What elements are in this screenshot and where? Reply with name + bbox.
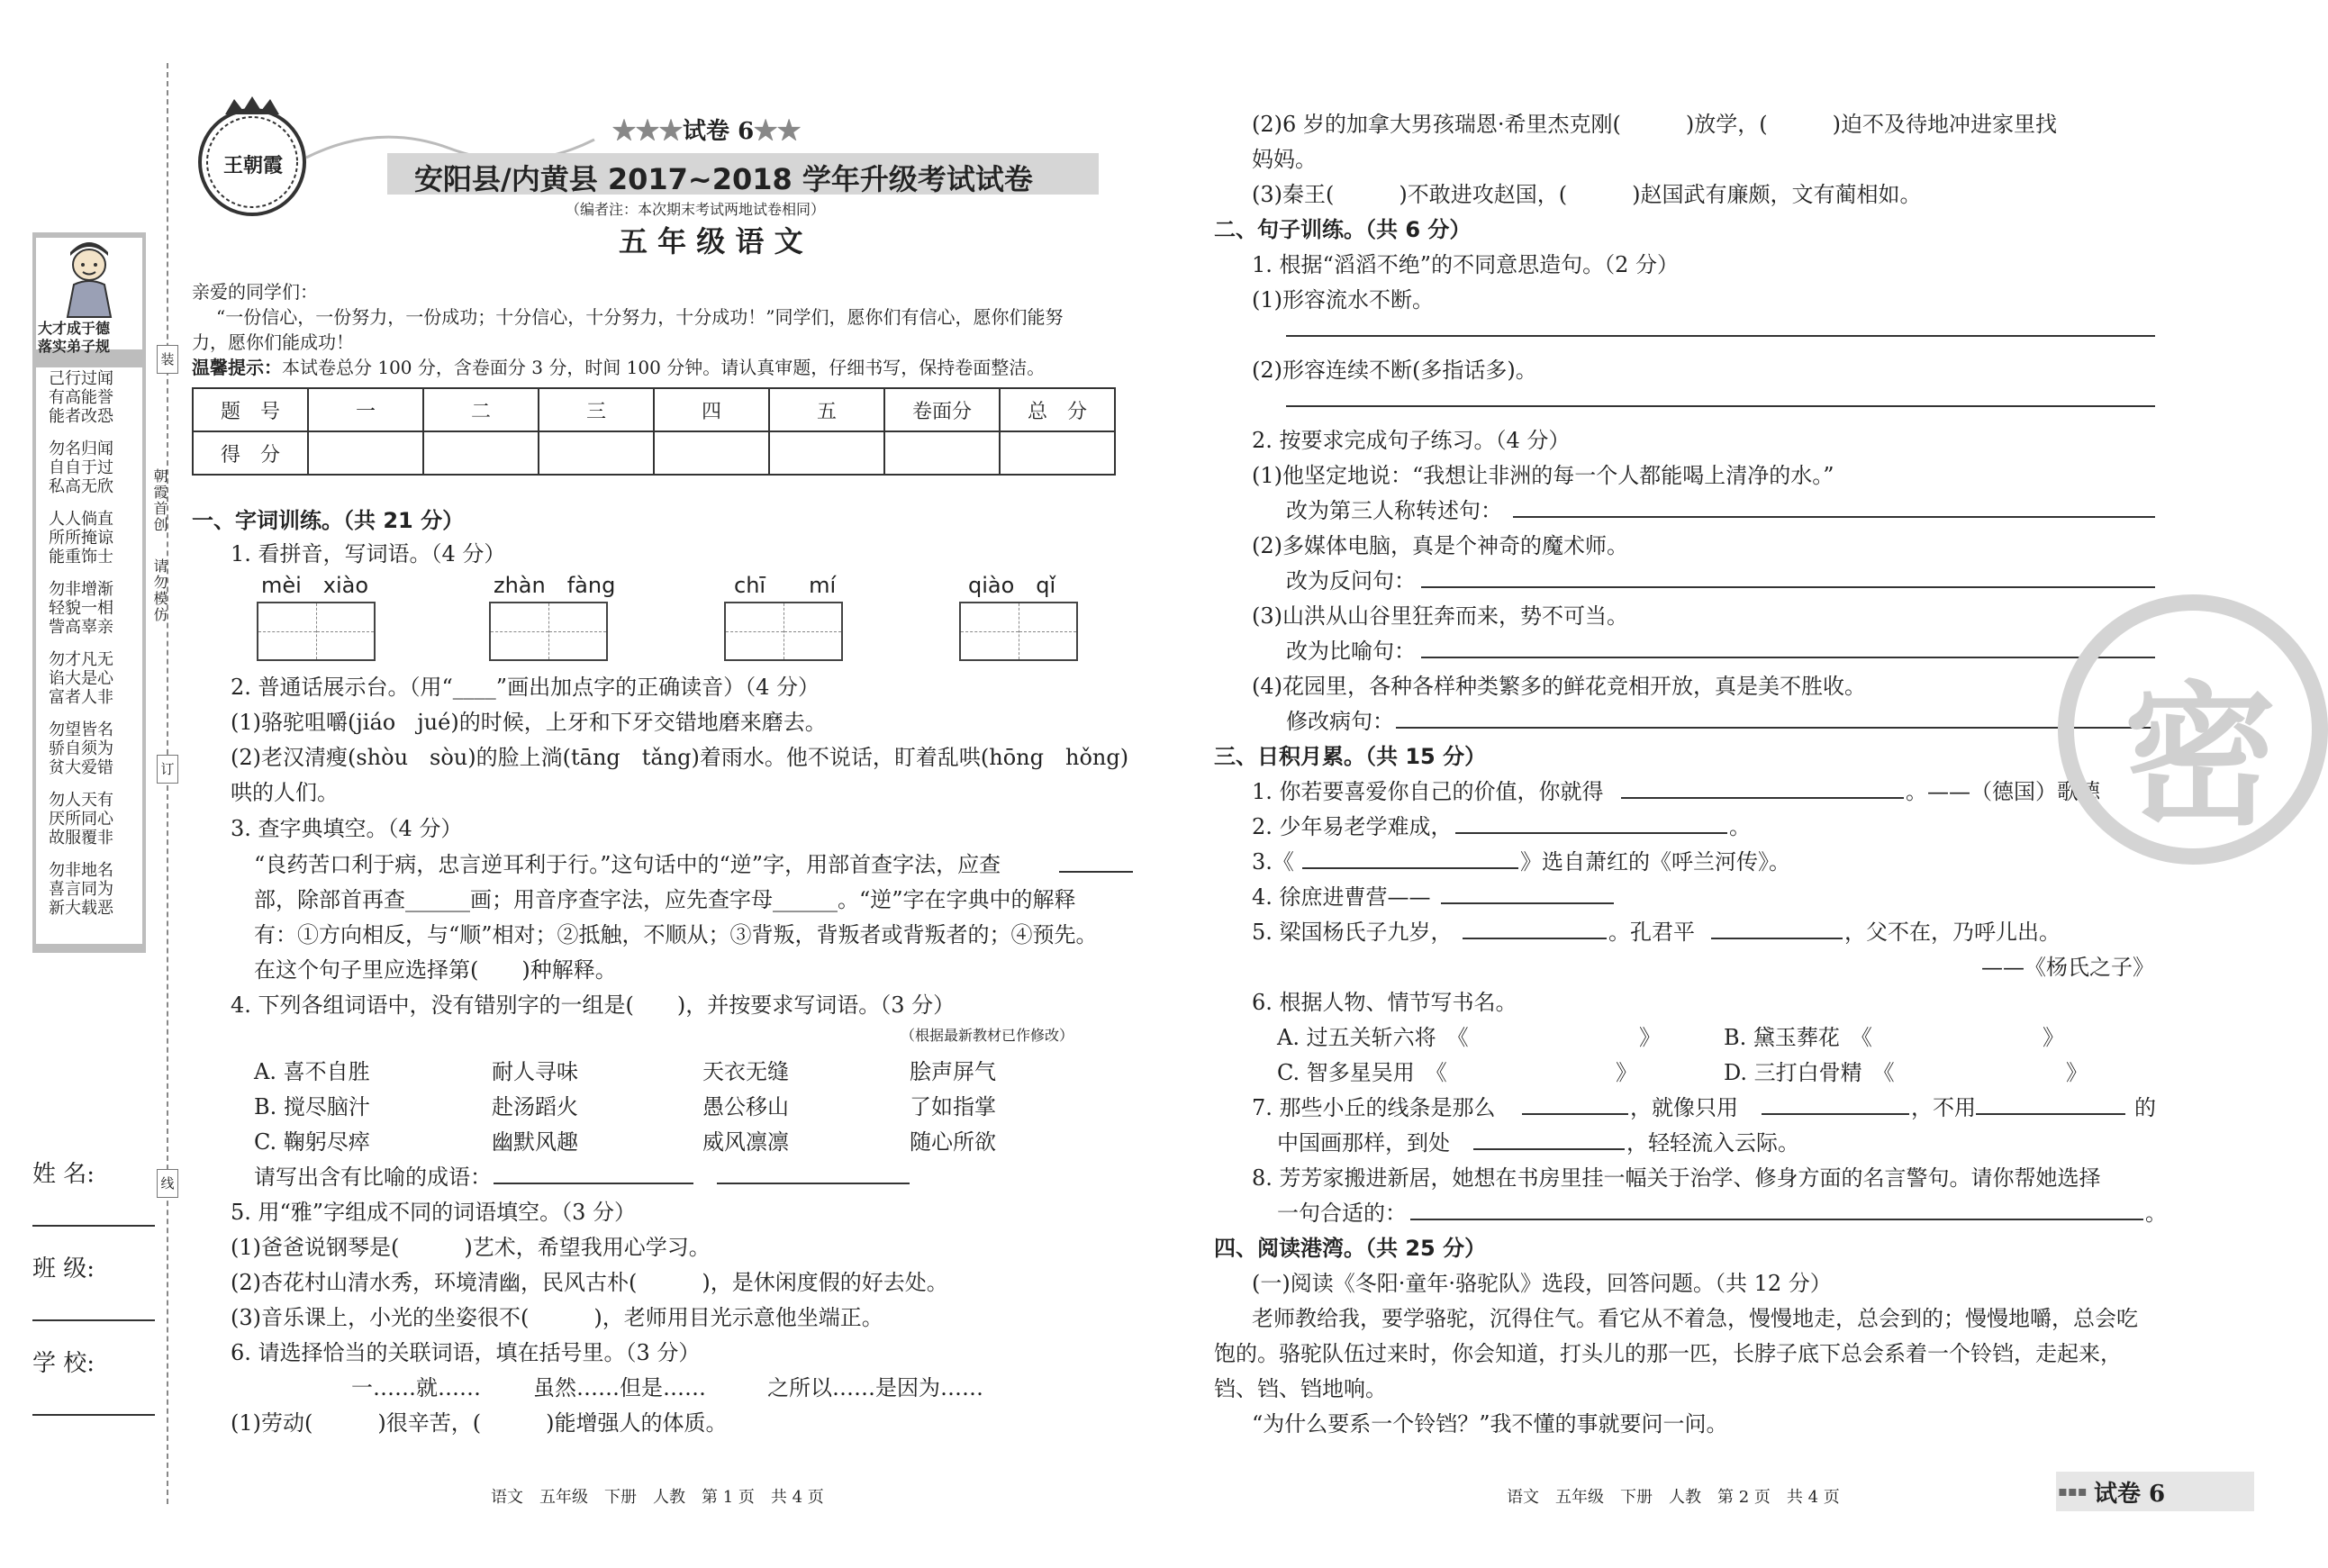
- sec3-q4: 4. 徐庶进曹营——: [1252, 884, 1431, 910]
- q6-2a: (2)6 岁的加拿大男孩瑞恩·希里杰克刚( )放学，( )迫不及待地冲进家里找: [1252, 112, 2057, 137]
- name-label: 姓 名:: [32, 1161, 95, 1188]
- sec2-q1: 1. 根据“滔滔不绝”的不同意思造句。（2 分）: [1252, 252, 1679, 277]
- motto-group-5: [49, 650, 113, 707]
- answer-blank[interactable]: [1473, 1148, 1625, 1150]
- sec1-q4-note: （根据最新教材已作修改）: [901, 1027, 1074, 1044]
- motto-line: 富者人非: [49, 688, 113, 707]
- paper-badge: ★★★试卷 6★★: [612, 118, 802, 145]
- sec1-q6-1: (1)劳动( )很辛苦，( )能增强人的体质。: [231, 1410, 728, 1436]
- score-cell[interactable]: [423, 431, 539, 475]
- name-field[interactable]: [32, 1225, 155, 1227]
- sec1-q5-1: (1)爸爸说钢琴是( )艺术，希望我用心学习。: [231, 1235, 711, 1260]
- book-close: 》: [2066, 1060, 2088, 1085]
- q4-word: 愚公移山: [702, 1094, 789, 1119]
- motto-line: 勿人天有: [49, 791, 113, 810]
- score-header-cell: 一: [308, 388, 423, 431]
- paper-badge-text: 试卷 6: [683, 118, 755, 145]
- answer-blank[interactable]: [1463, 938, 1607, 939]
- answer-blank[interactable]: [1522, 1113, 1628, 1115]
- book-close: 》: [1639, 1025, 1661, 1050]
- sec2-q2-4: (4)花园里，各种各样种类繁多的鲜花竞相开放，真是美不胜收。: [1252, 674, 1866, 699]
- score-cell[interactable]: [769, 431, 884, 475]
- score-row-label: 得 分: [193, 431, 308, 475]
- sec1-q5: 5. 用“雅”字组成不同的词语填空。（3 分）: [231, 1200, 636, 1225]
- sec3-q5b: 。孔君平: [1608, 920, 1695, 945]
- sec3-q7d: 的: [2134, 1095, 2156, 1120]
- logo-badge: [189, 95, 315, 221]
- answer-blank[interactable]: [1976, 1113, 2125, 1115]
- motto-group-1: [49, 369, 113, 426]
- sec3-q1a: 1. 你若要喜爱你自己的价值，你就得: [1252, 779, 1604, 804]
- motto-strip: [32, 232, 146, 953]
- watermark-seal: [2058, 594, 2328, 865]
- passage-line-3: 铛、铛、铛地响。: [1214, 1376, 1387, 1401]
- sec1-q1: 1. 看拼音，写词语。（4 分）: [231, 541, 506, 566]
- passage-line-4: “为什么要系一个铃铛？”我不懂的事就要问一问。: [1252, 1411, 1728, 1437]
- sec3-q5a: 5. 梁国杨氏子九岁，: [1252, 920, 1453, 945]
- sec1-q2-1: (1)骆驼咀嚼(jiáo jué)的时候，上牙和下牙交错地磨来磨去。: [231, 710, 827, 735]
- motto-line: 谄大是心: [49, 669, 113, 688]
- motto-line: 勿名归闻: [49, 440, 113, 458]
- score-cell[interactable]: [654, 431, 769, 475]
- motto-line: 訾高辜亲: [49, 618, 113, 637]
- sec1-q6: 6. 请选择恰当的关联词语，填在括号里。（3 分）: [231, 1340, 701, 1365]
- tip-text: 本试卷总分 100 分，含卷面分 3 分，时间 100 分钟。请认真审题，仔细书写，保持卷面整洁。: [282, 357, 1046, 378]
- sec4-part1: (一)阅读《冬阳·童年·骆驼队》选段，回答问题。（共 12 分）: [1252, 1271, 1832, 1296]
- pinyin-4: qiào qǐ: [968, 573, 1056, 598]
- motto-line: 贫大爱错: [49, 758, 113, 777]
- motto-line: 勿非增渐: [49, 580, 113, 599]
- binding-mark-3: 线: [157, 1169, 178, 1198]
- sec3-q7a: 7. 那些小丘的线条是那么: [1252, 1095, 1496, 1120]
- motto-group-3: [49, 510, 113, 566]
- tianzige-box[interactable]: [489, 602, 608, 661]
- passage-line-2: 饱的。骆驼队伍过来时，你会知道，打头儿的那一匹，长脖子底下总会系着一个铃铛，走起来，: [1214, 1341, 2122, 1366]
- sec1-q3-2: 部，除部首再查______画；用音序查字法，应先查字母______。“逆”字在字典中的解释: [254, 887, 1076, 912]
- answer-line[interactable]: [1286, 335, 2155, 337]
- score-header-row: [193, 388, 1115, 431]
- answer-blank[interactable]: [1302, 867, 1518, 869]
- sec2-q2-3: (3)山洪从山谷里狂奔而来，势不可当。: [1252, 603, 1628, 629]
- motto-list: [36, 367, 142, 944]
- sec3-q6-b: B. 黛玉葬花 《: [1724, 1025, 1872, 1050]
- motto-line: 能者改恐: [49, 407, 113, 426]
- motto-line: 人人倘直: [49, 510, 113, 529]
- footer-badge-dots: ▪▪▪: [2058, 1482, 2088, 1500]
- answer-line[interactable]: [1396, 727, 2155, 729]
- intro-line-2: 力，愿你们能成功！: [192, 331, 354, 353]
- sec3-q8b: 一句合适的：: [1277, 1201, 1407, 1226]
- sec1-q2: 2. 普通话展示台。（用“____”画出加点字的正确读音）（4 分）: [231, 675, 820, 700]
- sec1-q4-ask: 请写出含有比喻的成语：: [254, 1165, 492, 1190]
- tip-line: [192, 353, 1045, 379]
- school-label: 学 校:: [32, 1350, 95, 1377]
- sec3-q6: 6. 根据人物、情节写书名。: [1252, 990, 1517, 1015]
- score-value-row: [193, 431, 1115, 475]
- q4-word: 威风凛凛: [702, 1129, 789, 1155]
- sec2-q2-4b: 修改病句：: [1286, 709, 1394, 734]
- class-label: 班 级:: [32, 1255, 95, 1282]
- sec2-q1-1: (1)形容流水不断。: [1252, 287, 1434, 313]
- q4-word: A. 喜不自胜: [254, 1059, 370, 1084]
- sec2-q2-1: (1)他坚定地说：“我想让非洲的每一个人都能喝上清净的水。”: [1252, 463, 1834, 488]
- notice-1: 朝霞首创: [151, 468, 168, 533]
- motto-line: 私高无欣: [49, 477, 113, 496]
- sec1-q2-3: 哄的人们。: [231, 780, 339, 805]
- sec1-title: 一、字词训练。（共 21 分）: [192, 508, 465, 533]
- motto-banner-1: 大才成于德: [38, 320, 111, 337]
- editor-note: （编者注：本次期末考试两地试卷相同）: [566, 201, 826, 218]
- school-field[interactable]: [32, 1414, 155, 1416]
- sec1-q3-3: 有：①方向相反，与“顺”相对；②抵触，不顺从；③背叛，背叛者或背叛者的；④预先。: [254, 922, 1098, 947]
- answer-line[interactable]: [1286, 405, 2155, 407]
- q6-option-2: 虽然……但是……: [533, 1375, 706, 1400]
- exam-title: 安阳县/内黄县 2017~2018 学年升级考试试卷: [414, 162, 1033, 196]
- sec1-q5-2: (2)杏花村山清水秀，环境清幽，民风古朴( )，是休闲度假的好去处。: [231, 1270, 948, 1295]
- sec3-title: 三、日积月累。（共 15 分）: [1214, 744, 1487, 769]
- pinyin-3: chī mí: [734, 573, 837, 598]
- sec3-q3a: 3.《: [1252, 849, 1294, 875]
- answer-blank[interactable]: [1059, 871, 1133, 873]
- score-header-cell: 五: [769, 388, 884, 431]
- answer-line[interactable]: [1421, 586, 2155, 588]
- greeting: 亲爱的同学们：: [192, 281, 318, 303]
- sec3-q6-c: C. 智多星吴用 《: [1277, 1060, 1447, 1085]
- class-field[interactable]: [32, 1319, 155, 1321]
- q6-2b: 妈妈。: [1252, 147, 1317, 172]
- footer-badge: 试卷 6: [2094, 1481, 2166, 1508]
- q4-word: 随心所欲: [910, 1129, 996, 1155]
- pinyin-1: mèi xiào: [261, 573, 369, 598]
- score-cell[interactable]: [1000, 431, 1115, 475]
- answer-blank[interactable]: [1621, 797, 1904, 799]
- tianzige-box[interactable]: [959, 602, 1078, 661]
- score-header-cell: 卷面分: [884, 388, 1000, 431]
- sec3-q5-source: ——《杨氏之子》: [1981, 955, 2154, 980]
- q4-word: 脍声屏气: [910, 1059, 996, 1084]
- answer-blank[interactable]: [1441, 902, 1614, 904]
- score-header-cell: 四: [654, 388, 769, 431]
- answer-blank[interactable]: [717, 1183, 910, 1184]
- motto-line: 新大载恶: [49, 899, 113, 918]
- sec3-q6-d: D. 三打白骨精 《: [1724, 1060, 1895, 1085]
- q6-3: (3)秦王( )不敢进攻赵国，( )赵国武有廉颇，文有蔺相如。: [1252, 182, 1922, 207]
- sec3-q8a: 8. 芳芳家搬进新居，她想在书房里挂一幅关于治学、修身方面的名言警句。请你帮她选择: [1252, 1165, 2101, 1191]
- q4-word: B. 搅尽脑汁: [254, 1094, 370, 1119]
- sec3-q2a: 2. 少年易老学难成，: [1252, 814, 1453, 839]
- q6-option-1: 一……就……: [351, 1375, 481, 1400]
- binding-line: [167, 63, 168, 1504]
- book-close: 》: [1616, 1060, 1637, 1085]
- sec2-q2: 2. 按要求完成句子练习。（4 分）: [1252, 428, 1571, 453]
- score-cell[interactable]: [308, 431, 423, 475]
- score-header-cell: 二: [423, 388, 539, 431]
- sec3-q3b: 》选自萧红的《呼兰河传》。: [1520, 849, 1790, 875]
- score-header-cell: 三: [539, 388, 654, 431]
- cartoon-panel: [36, 238, 142, 355]
- sec1-q2-2: (2)老汉清瘦(shòu sòu)的脸上淌(tāng tǎng)着雨水。他不说话，盯着乱哄(hōng hǒng): [231, 745, 1129, 770]
- motto-line: 厌所同心: [49, 810, 113, 829]
- sec4-title: 四、阅读港湾。（共 25 分）: [1214, 1236, 1487, 1261]
- pinyin-2: zhàn fàng: [494, 573, 616, 598]
- score-header-cell: 总 分: [1000, 388, 1115, 431]
- motto-group-6: [49, 721, 113, 777]
- motto-line: 骄自须为: [49, 739, 113, 758]
- motto-line: 故服覆非: [49, 829, 113, 847]
- q4-word: 赴汤蹈火: [492, 1094, 578, 1119]
- score-cell[interactable]: [539, 431, 654, 475]
- motto-line: 所所掩谅: [49, 529, 113, 548]
- logo-text: 王朝霞: [223, 154, 284, 177]
- q4-word: C. 鞠躬尽瘁: [254, 1129, 370, 1155]
- sec3-q7e: 中国画那样，到处: [1277, 1130, 1450, 1156]
- motto-group-4: [49, 580, 113, 637]
- sec1-q3-1: “良药苦口利于病，忠言逆耳利于行。”这句话中的“逆”字，用部首查字法，应查: [254, 852, 1001, 877]
- tip-label: 温馨提示：: [192, 357, 282, 378]
- sec3-q8c: 。: [2145, 1201, 2167, 1226]
- score-table: [192, 387, 1116, 476]
- motto-line: 轻貌一相: [49, 599, 113, 618]
- book-close: 》: [2043, 1025, 2064, 1050]
- binding-mark-1: 装: [157, 345, 178, 374]
- sec3-q6-a: A. 过五关斩六将 《: [1277, 1025, 1469, 1050]
- sec3-q7b: ，就像只用: [1630, 1095, 1738, 1120]
- motto-line: 能重饰士: [49, 548, 113, 566]
- motto-line: 勿才凡无: [49, 650, 113, 669]
- sec1-q3-4: 在这个句子里应选择第( )种解释。: [254, 957, 617, 983]
- q4-word: 天衣无缝: [702, 1059, 789, 1084]
- tianzige-box[interactable]: [257, 602, 376, 661]
- motto-line: 勿望皆名: [49, 721, 113, 739]
- scholar-figure-icon: [36, 238, 142, 319]
- q4-word: 幽默风趣: [492, 1129, 578, 1155]
- sec3-q1b: 。——（德国）歌德: [1906, 779, 2100, 804]
- binding-mark-2: 订: [157, 755, 178, 784]
- score-cell[interactable]: [884, 431, 1000, 475]
- intro-line-1: “一份信心，一份努力，一份成功；十分信心，十分努力，十分成功！”同学们，愿你们有信心，愿你们能努: [216, 306, 1064, 328]
- motto-line: 己行过闻: [49, 369, 113, 388]
- tianzige-box[interactable]: [724, 602, 843, 661]
- answer-blank[interactable]: [1455, 832, 1727, 834]
- passage-line-1: 老师教给我，要学骆驼，沉得住气。看它从不着急，慢慢地走，总会到的；慢慢地嚼，总会吃: [1252, 1306, 2138, 1331]
- watermark-text: 密: [2124, 666, 2278, 847]
- q6-option-3: 之所以……是因为……: [767, 1375, 983, 1400]
- sec1-q3: 3. 查字典填空。（4 分）: [231, 816, 463, 841]
- score-header-cell: 题 号: [193, 388, 308, 431]
- motto-banner-2: 落实弟子规: [38, 338, 111, 355]
- q4-word: 耐人寻味: [492, 1059, 578, 1084]
- sec2-q2-2: (2)多媒体电脑，真是个神奇的魔术师。: [1252, 533, 1628, 558]
- sec3-q7f: ，轻轻流入云际。: [1626, 1130, 1799, 1156]
- sec3-q7c: ，不用: [1911, 1095, 1976, 1120]
- sec2-q1-2: (2)形容连续不断(多指话多)。: [1252, 358, 1537, 383]
- motto-group-2: [49, 440, 113, 496]
- subject-title: 五 年 级 语 文: [619, 224, 803, 258]
- sec2-q2-2b: 改为反问句：: [1286, 568, 1416, 594]
- motto-line: 自自于过: [49, 458, 113, 477]
- answer-blank[interactable]: [1762, 1113, 1909, 1115]
- motto-line: 勿非地名: [49, 861, 113, 880]
- notice-2: 请勿模仿: [151, 558, 168, 623]
- motto-group-7: [49, 791, 113, 847]
- q4-word: 了如指掌: [910, 1094, 996, 1119]
- motto-group-8: [49, 861, 113, 918]
- footer-right: 语文 五年级 下册 人教 第 2 页 共 4 页: [1507, 1488, 1840, 1507]
- sec2-title: 二、句子训练。（共 6 分）: [1214, 217, 1472, 242]
- answer-blank[interactable]: [494, 1183, 693, 1184]
- sec3-q5c: ，父不在，乃呼儿出。: [1844, 920, 2061, 945]
- answer-blank[interactable]: [1711, 938, 1843, 939]
- motto-line: 有高能誉: [49, 388, 113, 407]
- footer-left: 语文 五年级 下册 人教 第 1 页 共 4 页: [491, 1488, 824, 1507]
- sec1-q4: 4. 下列各组词语中，没有错别字的一组是( )，并按要求写词语。（3 分）: [231, 992, 956, 1018]
- answer-line[interactable]: [1421, 657, 2155, 658]
- answer-line[interactable]: [1410, 1219, 2143, 1220]
- sec2-q2-3b: 改为比喻句：: [1286, 639, 1416, 664]
- answer-line[interactable]: [1513, 516, 2155, 518]
- sec1-q5-3: (3)音乐课上，小光的坐姿很不( )，老师用目光示意他坐端正。: [231, 1305, 883, 1330]
- motto-line: 喜言同为: [49, 880, 113, 899]
- sec2-q2-1b: 改为第三人称转述句：: [1286, 498, 1502, 523]
- sec3-q2b: 。: [1729, 814, 1751, 839]
